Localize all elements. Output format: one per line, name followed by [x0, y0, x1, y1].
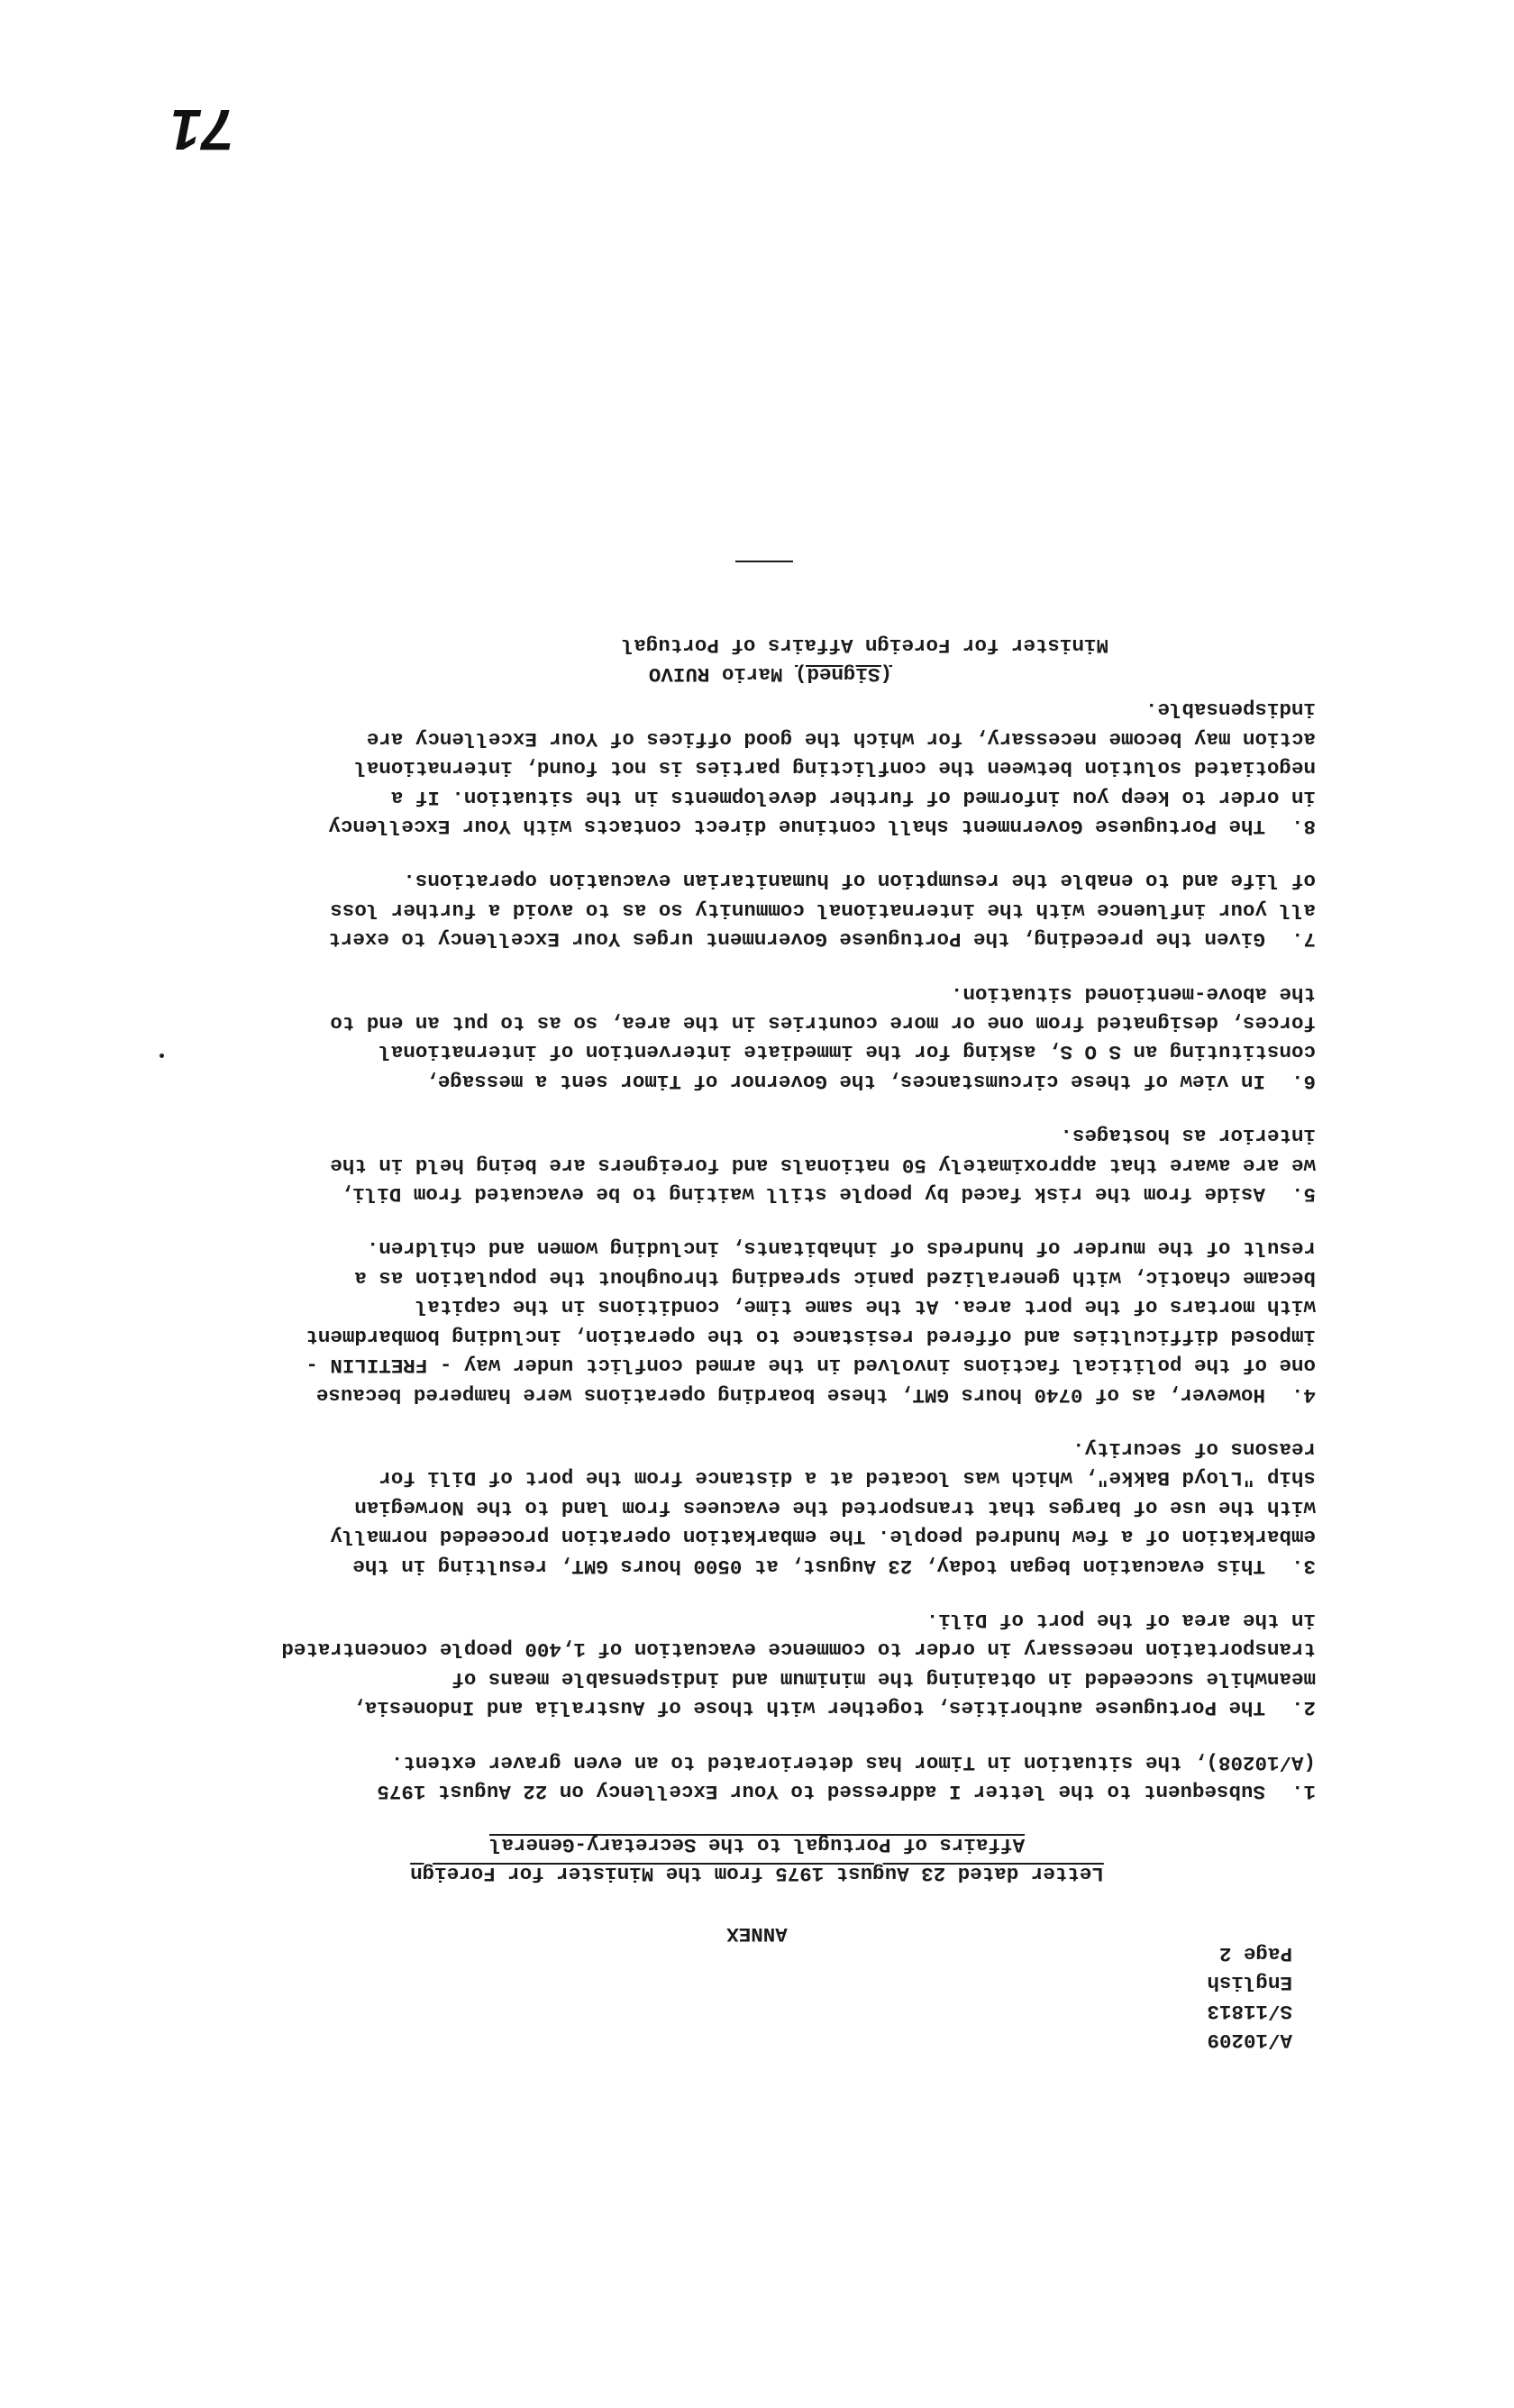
paragraph-line	[198, 1551, 1316, 1580]
paragraph-line	[198, 895, 1316, 924]
paragraph-line	[198, 1435, 1316, 1464]
paragraph-line	[198, 1777, 1316, 1806]
end-separator	[735, 561, 793, 562]
letter-heading	[0, 1829, 1514, 1888]
paragraph-line	[198, 753, 1316, 782]
paragraph-line	[198, 1150, 1316, 1179]
paragraph-line	[198, 724, 1316, 752]
paragraph-line	[198, 1606, 1316, 1635]
paragraph-line	[198, 1351, 1316, 1380]
paragraph-text: However, as of 0740 hours GMT, these boarding operations were hampered because	[315, 1382, 1265, 1407]
paragraph-line	[198, 979, 1316, 1008]
paragraph-text: This evacuation began today, 23 August, at 0500 hours GMT, resulting in the	[352, 1554, 1265, 1578]
paragraph-line	[198, 925, 1316, 953]
paragraph-text: action may become necessary, for which the good offices of Your Excellency are	[366, 726, 1316, 751]
document-symbol-sc: S/11813	[1207, 2000, 1292, 2023]
paragraph-6	[198, 979, 1316, 1096]
paragraph-line	[198, 1180, 1316, 1209]
paragraph-number: 2.	[1291, 1696, 1316, 1720]
paragraph-text: all your influence with the international community so as to avoid a further loss	[330, 898, 1316, 922]
paragraph-text: of life and to enable the resumption of humanitarian evacuation operations.	[403, 869, 1316, 893]
paragraph-text: (A/10208), the situation in Timor has deteriorated to an even graver extent.	[390, 1750, 1316, 1774]
paragraph-text: The Portuguese authorities, together with those of Australia and Indonesia,	[352, 1696, 1265, 1720]
paragraph-line	[198, 1664, 1316, 1692]
paragraph-number: 3.	[1291, 1554, 1316, 1578]
scan-speck	[160, 1054, 164, 1058]
letter-heading-line-2: Affairs of Portugal to the Secretary-General	[488, 1832, 1026, 1856]
paragraph-text: the above-mentioned situation.	[950, 981, 1316, 1006]
paragraph-line	[198, 866, 1316, 895]
paragraph-line	[198, 1464, 1316, 1492]
paragraph-text: one of the political factions involved in the armed conflict under way - FRETILIN -	[306, 1354, 1316, 1378]
paragraph-text: Aside from the risk faced by people still waiting to be evacuated from Dili,	[340, 1182, 1265, 1207]
paragraph-number: 6.	[1291, 1069, 1316, 1093]
paragraph-text: In view of these circumstances, the Governor of Timor sent a message,	[425, 1069, 1265, 1093]
paragraph-text: in the area of the port of Dili.	[926, 1608, 1316, 1632]
paragraph-number: 5.	[1291, 1182, 1316, 1207]
paragraph-line	[198, 1492, 1316, 1521]
paragraph-line	[198, 1380, 1316, 1409]
paragraph-text: reasons of security.	[1072, 1437, 1316, 1461]
paragraph-5	[198, 1121, 1316, 1209]
paragraph-line	[198, 1008, 1316, 1037]
paragraph-text: became chaotic, with generalized panic spreading throughout the population as a	[354, 1265, 1316, 1290]
paragraph-line	[198, 1321, 1316, 1350]
paragraph-text: Subsequent to the letter I addressed to Your Excellency on 22 August 1975	[377, 1780, 1265, 1803]
paragraph-number: 4.	[1291, 1382, 1316, 1407]
paragraph-number: 7.	[1291, 927, 1316, 952]
document-page-label: Page 2	[1218, 1942, 1292, 1966]
signatory-name: Mario RUIVO	[648, 662, 783, 686]
paragraph-text: transportation necessary in order to commence evacuation of 1,400 people concentrated	[281, 1637, 1316, 1662]
paragraph-number: 1.	[1291, 1780, 1316, 1803]
paragraph-text: in order to keep you informed of further developments in the situation. If a	[390, 785, 1316, 809]
paragraph-line	[198, 1292, 1316, 1321]
paragraph-line	[198, 1066, 1316, 1095]
annex-label: ANNEX	[726, 1922, 788, 1946]
paragraph-text: forces, designated from one or more countries in the area, so as to put an end to	[330, 1011, 1316, 1035]
paragraph-line	[198, 782, 1316, 811]
paragraph-1	[198, 1747, 1316, 1806]
paragraph-4	[198, 1234, 1316, 1409]
paragraph-text: we are aware that approximately 50 nationals and foreigners are being held in the	[330, 1153, 1316, 1177]
paragraph-7	[198, 866, 1316, 953]
paragraph-line	[198, 812, 1316, 841]
document-reference-block	[1207, 1939, 1292, 2055]
paragraph-text: meanwhile succeeded in obtaining the minimum and indispensable means of	[451, 1666, 1316, 1691]
paragraph-text: imposed difficulties and offered resistance to the operation, including bombardment	[306, 1324, 1316, 1348]
paragraph-line	[198, 1747, 1316, 1776]
paragraph-line	[198, 1522, 1316, 1551]
paragraph-line	[198, 1635, 1316, 1664]
paragraph-line	[198, 1693, 1316, 1722]
paragraph-text: interior as hostages.	[1060, 1124, 1316, 1148]
signature-block	[622, 631, 1108, 689]
paragraph-text: with mortars of the port area. At the same time, conditions in the capital	[415, 1295, 1316, 1319]
paragraph-text: negotiated solution between the conflicting parties is not found, international	[354, 756, 1316, 780]
signatory-title: Minister for Foreign Affairs of Portugal	[621, 634, 1108, 657]
paragraph-line	[198, 1037, 1316, 1066]
paragraph-text: with the use of barges that transported the evacuees from land to the Norwegian	[354, 1495, 1316, 1519]
letter-body	[198, 670, 1316, 1806]
paragraph-number: 8.	[1291, 815, 1316, 839]
paragraph-line	[198, 1263, 1316, 1292]
paragraph-text: indispensable.	[1145, 698, 1316, 722]
paragraph-text: The Portuguese Government shall continue direct contacts with Your Excellency	[328, 815, 1265, 839]
paragraph-text: Given the preceding, the Portuguese Government urges Your Excellency to exert	[328, 927, 1265, 952]
page-number: 71	[169, 97, 234, 162]
paragraph-8	[198, 695, 1316, 841]
paragraph-line	[198, 695, 1316, 724]
paragraph-line	[198, 1121, 1316, 1150]
document-language: English	[1207, 1971, 1292, 1994]
paragraph-3	[198, 1435, 1316, 1581]
letter-heading-line-1: Letter dated 23 August 1975 from the Minister for Foreign	[410, 1862, 1104, 1885]
document-symbol-ga: A/10209	[1207, 2029, 1292, 2052]
signed-label: (Signed)	[794, 662, 892, 686]
paragraph-2	[198, 1606, 1316, 1723]
paragraph-text: constituting an S O S, asking for the immediate intervention of international	[378, 1040, 1316, 1064]
paragraph-text: embarkation of a few hundred people. The embarkation operation proceeded normally	[330, 1525, 1316, 1549]
paragraph-text: result of the murder of hundreds of inhabitants, including women and children.	[366, 1236, 1316, 1261]
paragraph-line	[198, 1234, 1316, 1263]
paragraph-text: ship "Lloyd Bakke", which was located at a distance from the port of Dili for	[378, 1466, 1316, 1491]
